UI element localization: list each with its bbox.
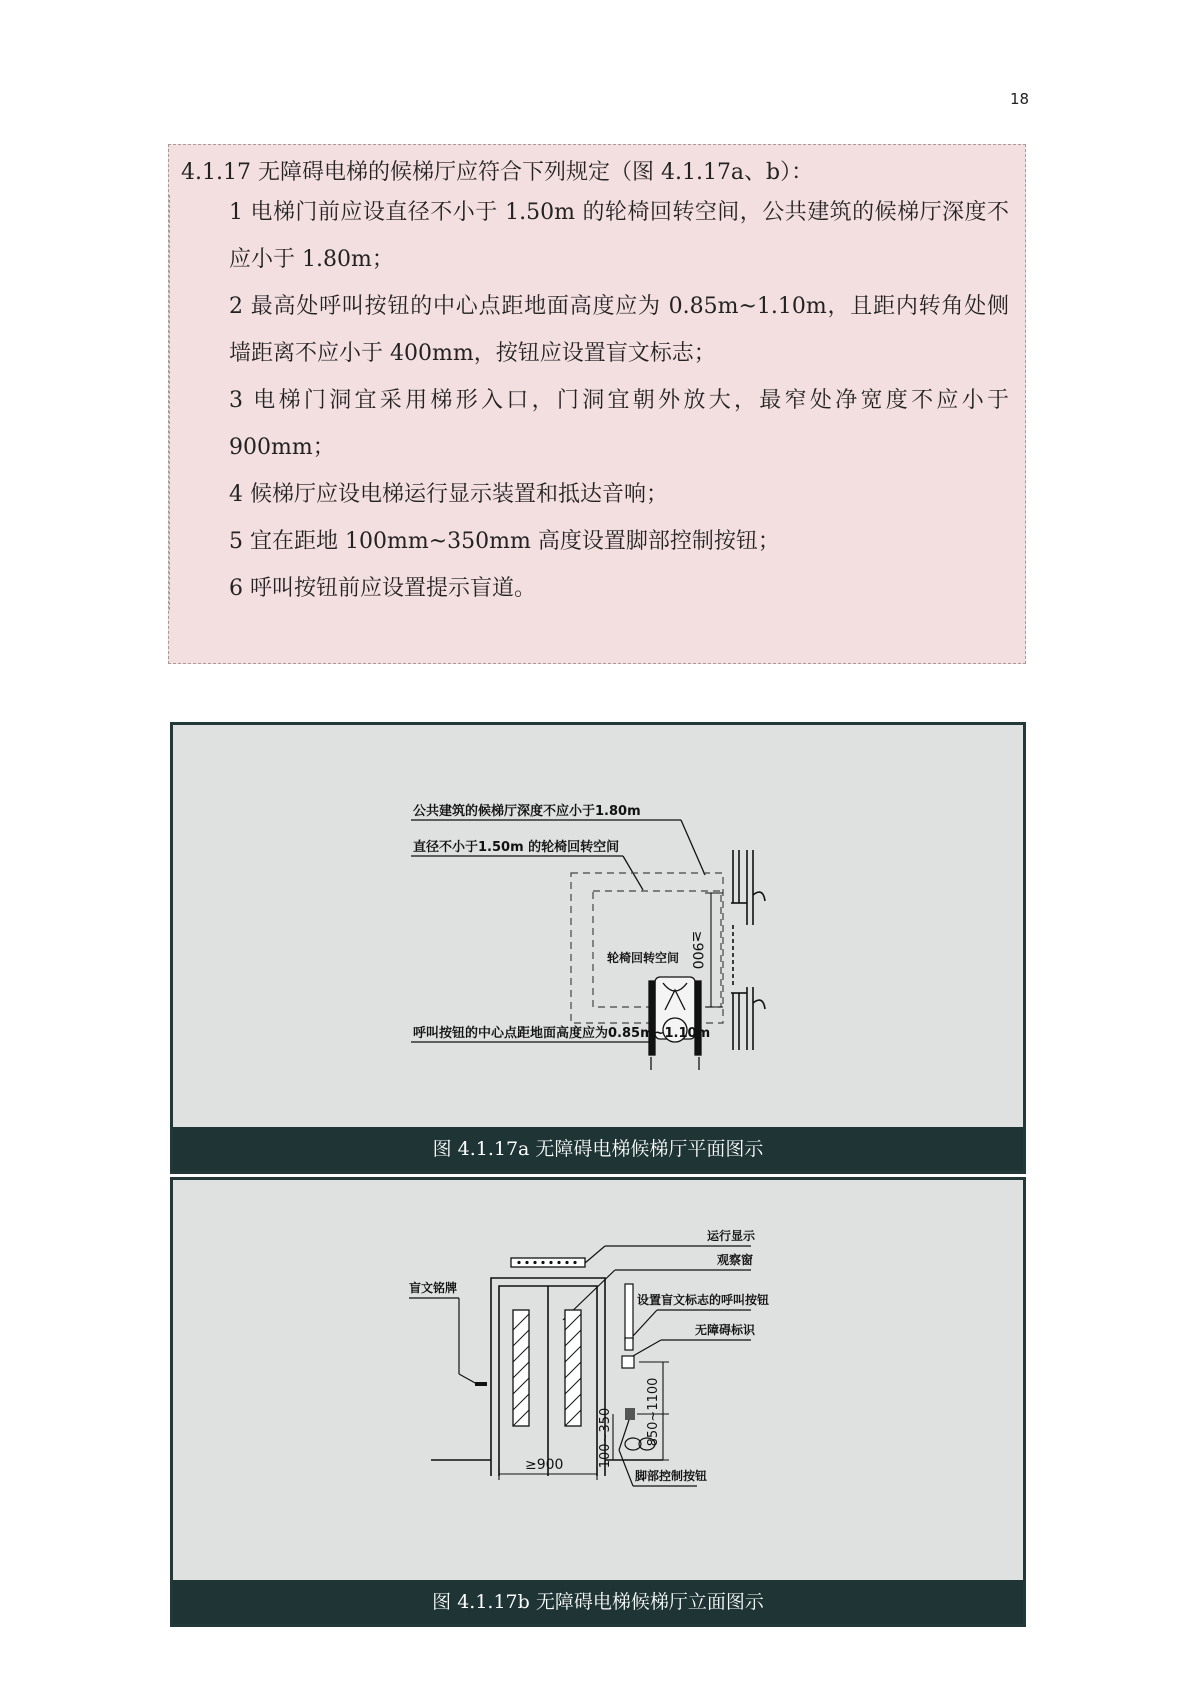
clause-item-3: 3 电梯门洞宜采用梯形入口，门洞宜朝外放大，最窄处净宽度不应小于 900mm；	[229, 388, 1009, 460]
figure-a-drawing	[173, 725, 1023, 1130]
figure-b-drawing	[173, 1180, 1023, 1585]
wheelchair-icon	[649, 977, 701, 1070]
clause-box	[168, 144, 1026, 664]
figure-a-caption: 图 4.1.17a 无障碍电梯候梯厅平面图示	[173, 1127, 1023, 1171]
elevator-door	[491, 1278, 605, 1476]
label-window: 观察窗	[717, 1253, 754, 1267]
clause-item-5: 5 宜在距地 100mm~350mm 高度设置脚部控制按钮；	[229, 529, 780, 554]
page-number: 18	[1010, 90, 1030, 108]
dashed-divider	[169, 195, 170, 610]
label-door-width: ≥900	[689, 930, 705, 970]
label-accessible-sign: 无障碍标识	[695, 1323, 756, 1337]
clause-item-4: 4 候梯厅应设电梯运行显示装置和抵达音响；	[229, 482, 668, 507]
clause-title: 4.1.17 无障碍电梯的候梯厅应符合下列规定（图 4.1.17a、b）：	[181, 160, 814, 185]
accessible-sign-icon	[622, 1356, 634, 1368]
observation-windows	[513, 1310, 581, 1426]
label-display: 运行显示	[707, 1229, 756, 1243]
label-turning-diameter: 直径不小于1.50m 的轮椅回转空间	[413, 840, 620, 855]
clause-item-1: 1 电梯门前应设直径不小于 1.50m 的轮椅回转空间，公共建筑的候梯厅深度不应小于 1.80m；	[229, 200, 1009, 272]
label-foot-button: 脚部控制按钮	[635, 1469, 708, 1483]
label-hall-depth: 公共建筑的候梯厅深度不应小于1.80m	[413, 804, 641, 819]
clause-item-6: 6 呼叫按钮前应设置提示盲道。	[229, 576, 536, 601]
label-button-range: 850~1100	[646, 1377, 661, 1447]
label-button-height: 呼叫按钮的中心点距地面高度应为0.85m~1.10m	[413, 1026, 711, 1041]
foot-button	[625, 1408, 635, 1420]
figure-b-caption: 图 4.1.17b 无障碍电梯候梯厅立面图示	[173, 1580, 1023, 1624]
call-button-panel	[625, 1284, 633, 1340]
label-foot-height: 100~350	[598, 1407, 613, 1469]
clause-item-2: 2 最高处呼叫按钮的中心点距地面高度应为 0.85m~1.10m，且距内转角处侧墙距离不应小于 400mm，按钮应设置盲文标志；	[229, 294, 1009, 366]
figure-a	[170, 722, 1026, 1174]
elevator-walls	[731, 850, 765, 1050]
label-braille-button: 设置盲文标志的呼叫按钮	[637, 1293, 770, 1307]
label-width-900: ≥900	[525, 1457, 564, 1473]
label-turning-space: 轮椅回转空间	[607, 951, 680, 965]
label-braille-plate: 盲文铭牌	[409, 1281, 458, 1295]
figure-b	[170, 1177, 1026, 1627]
